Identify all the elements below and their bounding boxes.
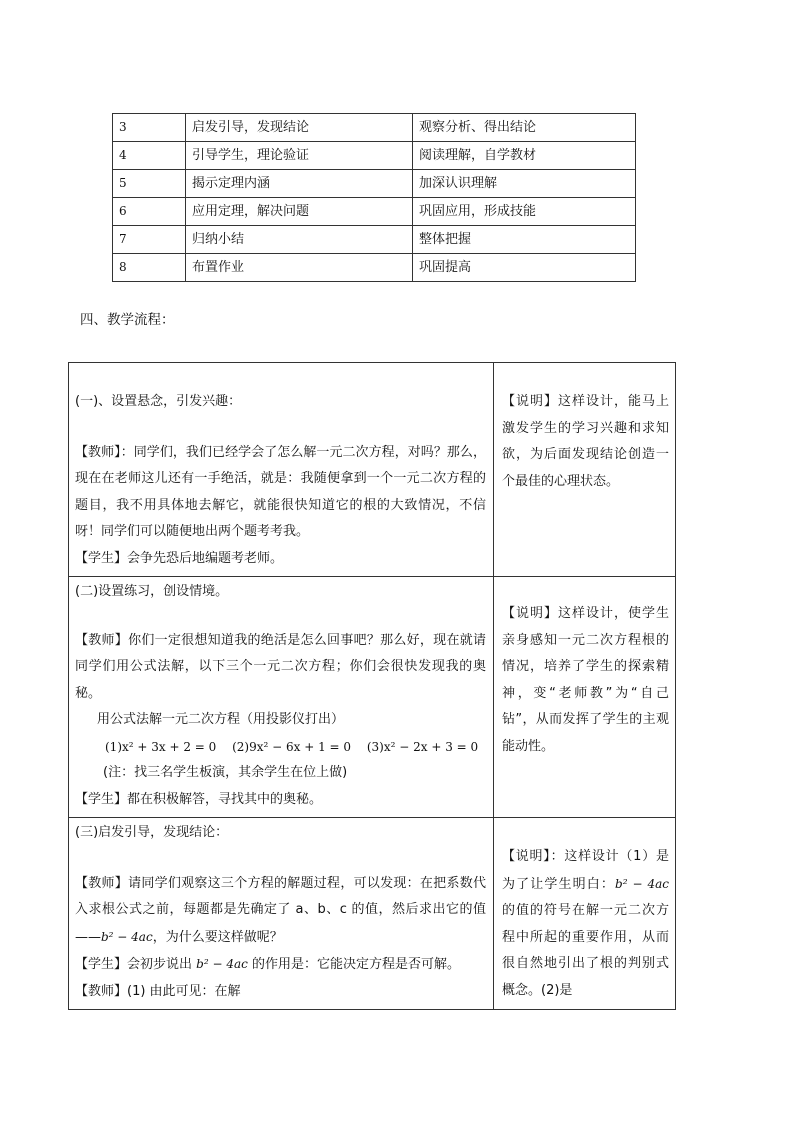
flow-2-main	[69, 577, 494, 818]
flow-3-main	[69, 818, 494, 1010]
flow-2-title: (二)设置练习，创设情境。	[75, 584, 229, 599]
discriminant-formula: b² − 4ac	[196, 957, 248, 971]
student-activity: 观察分析、得出结论	[413, 114, 636, 142]
flow-3-note-text-a: 【说明】：这样设计（1）是为了让学生明白：	[502, 849, 669, 892]
teacher-activity: 引导学生，理论验证	[186, 142, 413, 170]
discriminant-formula: b² − 4ac	[101, 929, 153, 944]
flow-2-note	[494, 577, 676, 818]
teacher-activity: 揭示定理内涵	[186, 170, 413, 198]
flow-2-student: 【学生】都在积极解答，寻找其中的奥秘。	[75, 791, 323, 807]
step-number: 3	[113, 114, 186, 142]
step-row	[113, 114, 636, 142]
student-activity: 阅读理解，自学教材	[413, 142, 636, 170]
flow-3-note-text	[502, 844, 669, 1004]
flow-1-note	[494, 363, 676, 577]
student-activity: 加深认识理解	[413, 170, 636, 198]
step-number: 7	[113, 226, 186, 254]
flow-row-3	[69, 818, 676, 1010]
discriminant-formula: b² − 4ac	[615, 876, 669, 891]
flow-row-1	[69, 363, 676, 577]
flow-3-teacher-text-b: ，为什么要这样做呢？	[152, 929, 283, 945]
step-number: 5	[113, 170, 186, 198]
flow-2-note-text: 【说明】这样设计，使学生亲身感知一元二次方程根的情况，培养了学生的探索精神，变“老师教”为“自己钻”，从而发挥了学生的主观能动性。	[502, 606, 669, 754]
flow-3-teacher-text-a: 【教师】请同学们观察这三个方程的解题过程，可以发现：在把系数代入求根公式之前，每题都是先确定了 a、b、c 的值，然后求出它的值——	[75, 875, 486, 945]
teaching-flow-table	[68, 362, 676, 1010]
flow-3-teacher-2: 【教师】(1) 由此可见：在解	[75, 983, 241, 999]
flow-1-student: 【学生】会争先恐后地编题考老师。	[75, 550, 284, 566]
flow-2-remark: (注：找三名学生板演，其余学生在位上做)	[103, 765, 348, 780]
step-row	[113, 226, 636, 254]
flow-2-instruction: 用公式法解一元二次方程（用投影仪打出）	[97, 712, 345, 727]
flow-3-note-text-b: 的值的符号在解一元二次方程中所起的重要作用，从而很自然地引出了根的判别式概念。(2)是	[502, 903, 669, 998]
step-row	[113, 170, 636, 198]
section-heading: 四、教学流程：	[80, 312, 175, 328]
step-number: 8	[113, 254, 186, 282]
teacher-activity: 应用定理，解决问题	[186, 198, 413, 226]
student-activity: 整体把握	[413, 226, 636, 254]
step-number: 6	[113, 198, 186, 226]
flow-3-teacher	[75, 871, 486, 952]
teaching-steps-table	[112, 113, 636, 282]
step-number: 4	[113, 142, 186, 170]
step-row	[113, 198, 636, 226]
flow-row-2	[69, 577, 676, 818]
flow-2-equations: (1)x² + 3x + 2 = 0 (2)9x² − 6x + 1 = 0 (3)x² − 2x + 3 = 0	[105, 739, 479, 754]
flow-3-title: (三)启发引导，发现结论：	[75, 825, 229, 840]
flow-3-student	[75, 951, 486, 979]
flow-1-teacher: 【教师】：同学们，我们已经学会了怎么解一元二次方程，对吗？那么，现在在老师这儿还有一手绝活，就是：我随便拿到一个一元二次方程的题目，我不用具体地去解它，就能很快知道它的根的大致情况，不信呀！同学们可以随便地出两个题考考我。	[75, 444, 486, 539]
flow-3-note	[494, 818, 676, 1010]
teacher-activity: 布置作业	[186, 254, 413, 282]
teacher-activity: 归纳小结	[186, 226, 413, 254]
flow-1-title: (一)、设置悬念，引发兴趣：	[75, 394, 242, 409]
flow-1-note-text: 【说明】这样设计，能马上激发学生的学习兴趣和求知欲，为后面发现结论创造一个最佳的心理状态。	[502, 394, 669, 489]
flow-2-teacher: 【教师】你们一定很想知道我的绝活是怎么回事吧？那么好，现在就请同学们用公式法解，以下三个一元二次方程；你们会很快发现我的奥秘。	[75, 632, 486, 701]
flow-3-student-text-b: 的作用是：它能决定方程是否可解。	[247, 957, 460, 972]
student-activity: 巩固提高	[413, 254, 636, 282]
step-row	[113, 254, 636, 282]
flow-1-main	[69, 363, 494, 577]
flow-3-student-text-a: 【学生】会初步说出	[75, 957, 197, 972]
step-row	[113, 142, 636, 170]
teacher-activity: 启发引导，发现结论	[186, 114, 413, 142]
student-activity: 巩固应用，形成技能	[413, 198, 636, 226]
